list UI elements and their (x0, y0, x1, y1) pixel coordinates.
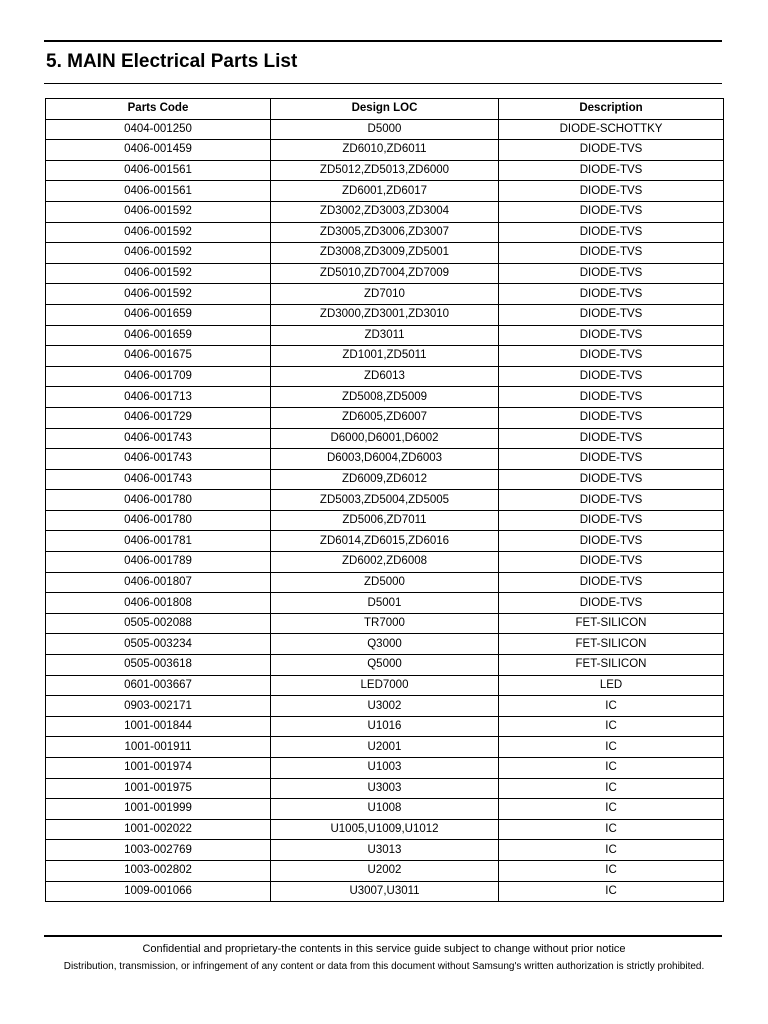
description-cell: DIODE-TVS (499, 160, 724, 181)
parts-code-cell: 0406-001713 (46, 387, 271, 408)
parts-code-cell: 1001-001975 (46, 778, 271, 799)
design-loc-cell: ZD6013 (271, 366, 499, 387)
design-loc-cell: ZD6001,ZD6017 (271, 181, 499, 202)
footer-distribution-notice: Distribution, transmission, or infringement of any content or data from this document without Samsung's written authorization is strictly prohibited. (63, 961, 705, 972)
description-cell: DIODE-TVS (499, 284, 724, 305)
table-row (46, 634, 724, 655)
table-row (46, 799, 724, 820)
header-parts-code: Parts Code (46, 99, 271, 120)
design-loc-cell: U3007,U3011 (271, 881, 499, 902)
footer-confidential-notice: Confidential and proprietary-the contents in this service guide subject to change without prior notice (142, 943, 626, 955)
description-cell: DIODE-TVS (499, 531, 724, 552)
table-row (46, 346, 724, 367)
table-row (46, 284, 724, 305)
description-cell: DIODE-TVS (499, 407, 724, 428)
description-cell: IC (499, 799, 724, 820)
parts-code-cell: 1003-002802 (46, 860, 271, 881)
table-row (46, 510, 724, 531)
description-cell: DIODE-TVS (499, 201, 724, 222)
description-cell: IC (499, 758, 724, 779)
parts-code-cell: 0406-001592 (46, 201, 271, 222)
parts-code-cell: 0505-003618 (46, 655, 271, 676)
parts-code-cell: 0406-001659 (46, 304, 271, 325)
design-loc-cell: U1005,U1009,U1012 (271, 819, 499, 840)
parts-code-cell: 0406-001743 (46, 449, 271, 470)
parts-code-cell: 0406-001807 (46, 572, 271, 593)
table-row (46, 222, 724, 243)
description-cell: IC (499, 860, 724, 881)
table-row (46, 716, 724, 737)
design-loc-cell: ZD3002,ZD3003,ZD3004 (271, 201, 499, 222)
parts-code-cell: 0406-001561 (46, 181, 271, 202)
table-row (46, 263, 724, 284)
design-loc-cell: ZD6010,ZD6011 (271, 140, 499, 161)
table-row (46, 243, 724, 264)
parts-code-cell: 0406-001808 (46, 593, 271, 614)
table-header-row (46, 99, 724, 120)
parts-code-cell: 0406-001659 (46, 325, 271, 346)
design-loc-cell: ZD3005,ZD3006,ZD3007 (271, 222, 499, 243)
design-loc-cell: U1008 (271, 799, 499, 820)
description-cell: IC (499, 778, 724, 799)
design-loc-cell: U1003 (271, 758, 499, 779)
table-row (46, 469, 724, 490)
design-loc-cell: ZD6014,ZD6015,ZD6016 (271, 531, 499, 552)
design-loc-cell: TR7000 (271, 613, 499, 634)
design-loc-cell: D5000 (271, 119, 499, 140)
parts-code-cell: 0903-002171 (46, 696, 271, 717)
table-row (46, 572, 724, 593)
parts-code-cell: 1001-001999 (46, 799, 271, 820)
table-row (46, 819, 724, 840)
design-loc-cell: ZD3008,ZD3009,ZD5001 (271, 243, 499, 264)
design-loc-cell: U3013 (271, 840, 499, 861)
parts-code-cell: 0406-001781 (46, 531, 271, 552)
description-cell: DIODE-TVS (499, 304, 724, 325)
parts-code-cell: 1001-001844 (46, 716, 271, 737)
parts-code-cell: 0406-001592 (46, 263, 271, 284)
description-cell: LED (499, 675, 724, 696)
design-loc-cell: ZD7010 (271, 284, 499, 305)
parts-code-cell: 0406-001789 (46, 552, 271, 573)
design-loc-cell: ZD5000 (271, 572, 499, 593)
table-row (46, 881, 724, 902)
parts-code-cell: 0406-001561 (46, 160, 271, 181)
description-cell: DIODE-TVS (499, 325, 724, 346)
table-row (46, 160, 724, 181)
description-cell: FET-SILICON (499, 655, 724, 676)
table-row (46, 593, 724, 614)
design-loc-cell: ZD6009,ZD6012 (271, 469, 499, 490)
table-row (46, 696, 724, 717)
description-cell: DIODE-TVS (499, 449, 724, 470)
design-loc-cell: D6003,D6004,ZD6003 (271, 449, 499, 470)
description-cell: DIODE-TVS (499, 490, 724, 511)
description-cell: DIODE-TVS (499, 428, 724, 449)
parts-table (45, 98, 724, 902)
description-cell: DIODE-TVS (499, 243, 724, 264)
description-cell: FET-SILICON (499, 634, 724, 655)
description-cell: IC (499, 881, 724, 902)
description-cell: DIODE-TVS (499, 366, 724, 387)
parts-code-cell: 0601-003667 (46, 675, 271, 696)
description-cell: IC (499, 819, 724, 840)
table-row (46, 840, 724, 861)
header-description: Description (499, 99, 724, 120)
design-loc-cell: U1016 (271, 716, 499, 737)
header-design-loc: Design LOC (271, 99, 499, 120)
table-row (46, 531, 724, 552)
parts-code-cell: 0406-001780 (46, 490, 271, 511)
table-body (46, 119, 724, 902)
table-row (46, 407, 724, 428)
design-loc-cell: LED7000 (271, 675, 499, 696)
title-underline (44, 83, 722, 84)
design-loc-cell: D6000,D6001,D6002 (271, 428, 499, 449)
table-row (46, 613, 724, 634)
description-cell: DIODE-TVS (499, 510, 724, 531)
design-loc-cell: Q3000 (271, 634, 499, 655)
table-row (46, 304, 724, 325)
page-title: 5. MAIN Electrical Parts List (46, 51, 298, 72)
parts-code-cell: 0406-001709 (46, 366, 271, 387)
design-loc-cell: U2001 (271, 737, 499, 758)
design-loc-cell: D5001 (271, 593, 499, 614)
parts-code-cell: 0404-001250 (46, 119, 271, 140)
description-cell: IC (499, 696, 724, 717)
table-row (46, 181, 724, 202)
description-cell: IC (499, 840, 724, 861)
description-cell: IC (499, 737, 724, 758)
design-loc-cell: ZD5008,ZD5009 (271, 387, 499, 408)
parts-code-cell: 0406-001592 (46, 222, 271, 243)
top-rule (44, 40, 722, 42)
description-cell: DIODE-SCHOTTKY (499, 119, 724, 140)
table-row (46, 140, 724, 161)
table-row (46, 201, 724, 222)
description-cell: IC (499, 716, 724, 737)
description-cell: DIODE-TVS (499, 469, 724, 490)
parts-code-cell: 0406-001743 (46, 428, 271, 449)
design-loc-cell: U2002 (271, 860, 499, 881)
description-cell: DIODE-TVS (499, 387, 724, 408)
design-loc-cell: ZD5006,ZD7011 (271, 510, 499, 531)
parts-code-cell: 0406-001459 (46, 140, 271, 161)
parts-code-cell: 1001-001911 (46, 737, 271, 758)
description-cell: DIODE-TVS (499, 346, 724, 367)
description-cell: FET-SILICON (499, 613, 724, 634)
parts-code-cell: 0406-001675 (46, 346, 271, 367)
description-cell: DIODE-TVS (499, 572, 724, 593)
parts-code-cell: 0406-001743 (46, 469, 271, 490)
table-row (46, 655, 724, 676)
design-loc-cell: ZD3011 (271, 325, 499, 346)
design-loc-cell: ZD6002,ZD6008 (271, 552, 499, 573)
table-row (46, 737, 724, 758)
design-loc-cell: ZD5003,ZD5004,ZD5005 (271, 490, 499, 511)
parts-code-cell: 0406-001780 (46, 510, 271, 531)
table-row (46, 758, 724, 779)
design-loc-cell: ZD1001,ZD5011 (271, 346, 499, 367)
table-row (46, 552, 724, 573)
parts-code-cell: 0406-001592 (46, 284, 271, 305)
table-row (46, 449, 724, 470)
design-loc-cell: Q5000 (271, 655, 499, 676)
design-loc-cell: U3003 (271, 778, 499, 799)
parts-code-cell: 0406-001729 (46, 407, 271, 428)
parts-code-cell: 1001-002022 (46, 819, 271, 840)
description-cell: DIODE-TVS (499, 552, 724, 573)
parts-code-cell: 0406-001592 (46, 243, 271, 264)
table-row (46, 490, 724, 511)
design-loc-cell: ZD3000,ZD3001,ZD3010 (271, 304, 499, 325)
description-cell: DIODE-TVS (499, 181, 724, 202)
table-row (46, 325, 724, 346)
table-row (46, 119, 724, 140)
table-row (46, 387, 724, 408)
table-row (46, 860, 724, 881)
parts-code-cell: 1003-002769 (46, 840, 271, 861)
table-row (46, 675, 724, 696)
parts-code-cell: 0505-002088 (46, 613, 271, 634)
parts-code-cell: 1001-001974 (46, 758, 271, 779)
description-cell: DIODE-TVS (499, 140, 724, 161)
table-row (46, 778, 724, 799)
design-loc-cell: U3002 (271, 696, 499, 717)
description-cell: DIODE-TVS (499, 593, 724, 614)
description-cell: DIODE-TVS (499, 222, 724, 243)
description-cell: DIODE-TVS (499, 263, 724, 284)
table-row (46, 366, 724, 387)
footer-rule (44, 935, 722, 937)
parts-code-cell: 1009-001066 (46, 881, 271, 902)
design-loc-cell: ZD6005,ZD6007 (271, 407, 499, 428)
design-loc-cell: ZD5010,ZD7004,ZD7009 (271, 263, 499, 284)
parts-code-cell: 0505-003234 (46, 634, 271, 655)
design-loc-cell: ZD5012,ZD5013,ZD6000 (271, 160, 499, 181)
table-row (46, 428, 724, 449)
